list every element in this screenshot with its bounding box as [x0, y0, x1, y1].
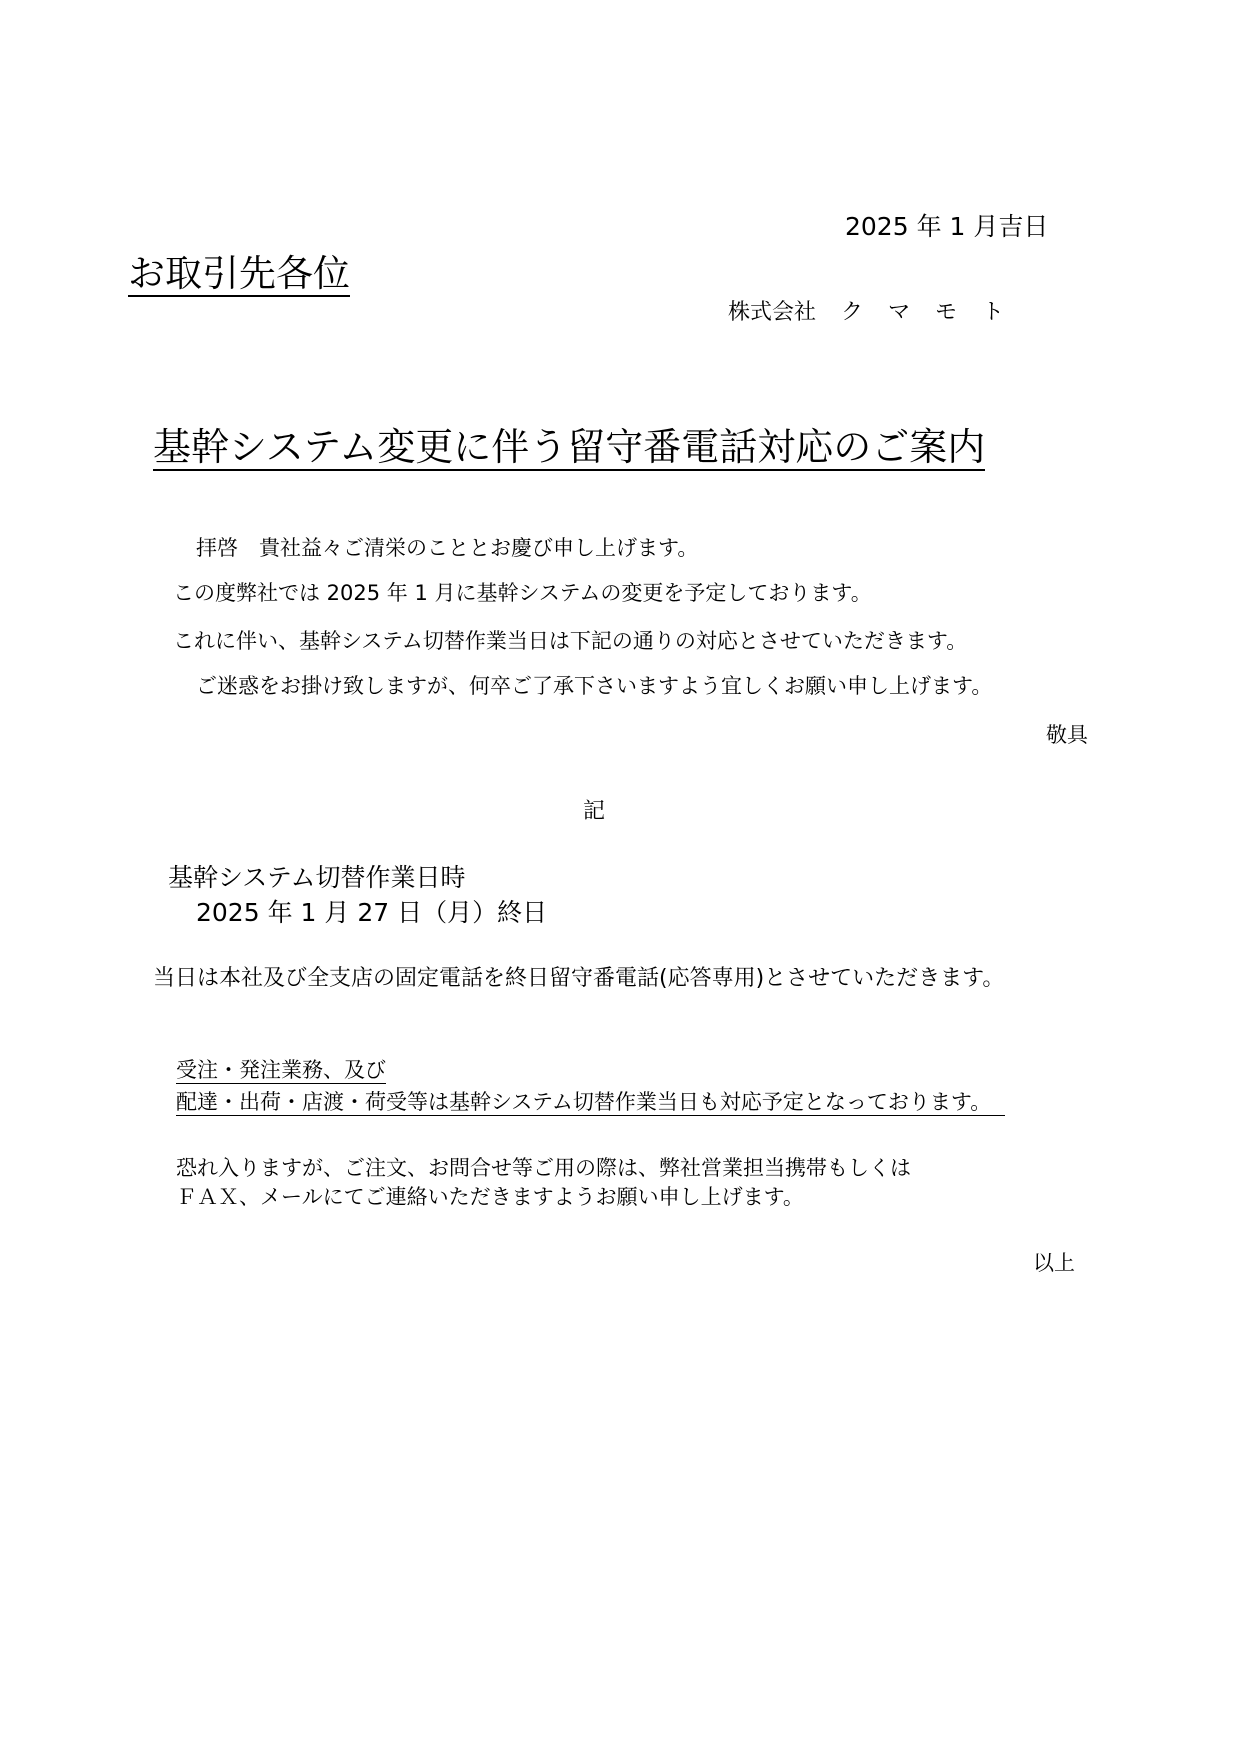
schedule-datetime: 2025 年 1 月 27 日（月）終日 — [196, 898, 548, 927]
sender-company: 株式会社 ク マ モ ト — [728, 300, 1004, 325]
greeting-line: この度弊社では 2025 年 1 月に基幹システムの変更を予定しております。 — [173, 581, 872, 605]
document-date: 2025 年 1 月吉日 — [845, 212, 1049, 241]
greeting-line: ご迷惑をお掛け致しますが、何卒ご了承下さいますよう宜しくお願い申し上げます。 — [196, 674, 993, 698]
contact-line: 恐れ入りますが、ご注文、お問合せ等ご用の際は、弊社営業担当携帯もしくは — [176, 1156, 911, 1180]
contact-line: ＦＡＸ、メールにてご連絡いただきますようお願い申し上げます。 — [176, 1185, 804, 1209]
recipient-heading: お取引先各位 — [128, 252, 350, 295]
answering-machine-notice: 当日は本社及び全支店の固定電話を終日留守番電話(応答専用)とさせていただきます。 — [153, 966, 1005, 991]
ending-ijo: 以上 — [1033, 1251, 1075, 1275]
ki-marker: 記 — [583, 799, 606, 824]
schedule-heading: 基幹システム切替作業日時 — [168, 863, 466, 892]
operations-note-line: 配達・出荷・店渡・荷受等は基幹システム切替作業当日も対応予定となっております。 — [176, 1092, 1005, 1116]
operations-note-line: 受注・発注業務、及び — [176, 1058, 386, 1082]
document-title: 基幹システム変更に伴う留守番電話対応のご案内 — [153, 425, 986, 469]
greeting-line: 拝啓 貴社益々ご清栄のこととお慶び申し上げます。 — [196, 536, 699, 560]
greeting-line: これに伴い、基幹システム切替作業当日は下記の通りの対応とさせていただきます。 — [173, 629, 968, 653]
closing-keigu: 敬具 — [1046, 723, 1088, 747]
